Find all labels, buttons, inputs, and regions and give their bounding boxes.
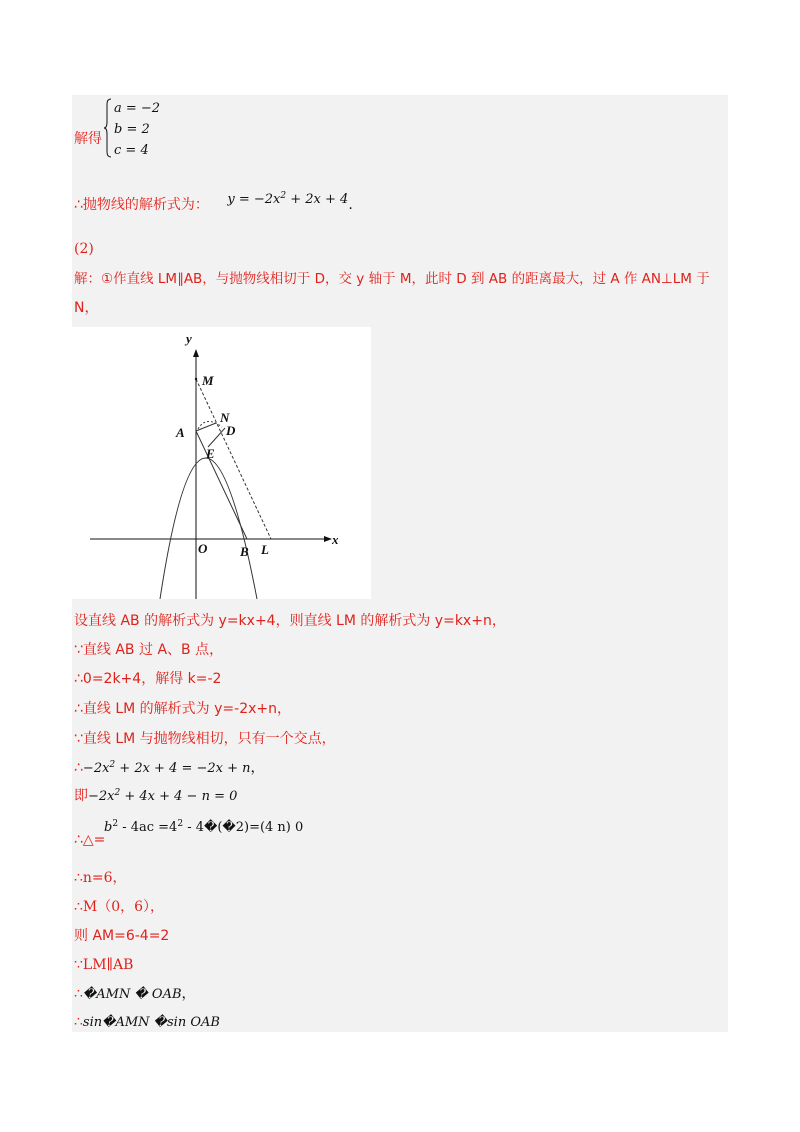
step-2: ∵直线 AB 过 A、B 点， (74, 642, 224, 658)
step-14 (74, 1013, 220, 1032)
label-n: N (220, 410, 230, 425)
step-7 (74, 787, 237, 806)
step-13 (74, 985, 196, 1004)
step-12: ∵LM∥AB (74, 957, 134, 973)
solve-label: 解得 (74, 131, 102, 147)
label-d: D (226, 423, 236, 438)
label-x: x (332, 532, 339, 547)
solve-line-c: c = 4 (114, 143, 149, 158)
label-o: O (198, 541, 208, 556)
parabola-diagram (72, 327, 371, 599)
geometry-figure (72, 327, 371, 599)
step-6-prefix: ∴ (74, 760, 83, 776)
parabola-line (74, 191, 353, 215)
step-8-b: - 4ac =4 (118, 820, 178, 835)
label-e: E (206, 446, 215, 461)
step-7-expr (88, 789, 237, 804)
intro-line-1: 解：①作直线 LM∥AB，与抛物线相切于 D，交 y 轴于 M，此时 D 到 AB 的距离最大，过 A 作 AN⊥LM 于 (74, 271, 710, 287)
step-6-b: + 2x + 4 = −2x + n (115, 761, 251, 776)
step-13-suffix: ， (181, 986, 196, 1002)
step-8-a: b (104, 820, 113, 835)
step-14-prefix: ∴ (74, 1014, 83, 1030)
step-1: 设直线 AB 的解析式为 y=kx+4，则直线 LM 的解析式为 y=kx+n， (74, 613, 506, 629)
left-brace-icon (104, 98, 112, 158)
step-7-exp: 2 (114, 788, 121, 798)
step-6-a: −2x (82, 761, 110, 776)
line-ab (196, 431, 247, 539)
step-7-prefix: 即 (74, 788, 88, 804)
step-3: ∴0=2k+4，解得 k=-2 (74, 671, 222, 687)
step-6 (74, 759, 265, 778)
x-axis-arrow-icon (324, 536, 332, 542)
label-a: A (176, 425, 185, 440)
step-7-b: + 4x + 4 − n = 0 (120, 789, 238, 804)
parabola-formula-exp: 2 (280, 191, 287, 201)
step-6-suffix: ， (250, 760, 265, 776)
parabola-formula (227, 192, 348, 207)
step-8-exp1: 2 (112, 819, 119, 829)
parabola-suffix: . (348, 197, 353, 213)
step-5: ∵直线 LM 与抛物线相切，只有一个交点， (74, 731, 336, 747)
step-4: ∴直线 LM 的解析式为 y=-2x+n， (74, 701, 291, 717)
solve-line-a: a = −2 (114, 101, 161, 116)
y-axis-arrow-icon (193, 349, 199, 357)
step-6-expr (83, 761, 251, 776)
intro-line-2: N， (74, 300, 99, 316)
point-m (195, 378, 197, 380)
segment-an (196, 423, 216, 431)
step-8-c: - 4�(�2)=(4 n) 0 (183, 820, 304, 835)
solve-line-b: b = 2 (114, 122, 150, 137)
step-9: ∴n=6， (74, 870, 127, 886)
step-8-exp2: 2 (177, 819, 184, 829)
label-m: M (202, 373, 214, 388)
label-l: L (261, 542, 269, 557)
step-14-expr: sin�AMN �sin OAB (82, 1015, 220, 1030)
part2-label: (2) (74, 241, 94, 257)
parabola-formula-y: y = −2x (227, 192, 281, 207)
label-y: y (186, 331, 192, 346)
step-8-label: ∴△= (74, 832, 106, 848)
label-b: B (240, 544, 249, 559)
parabola-formula-rest: + 2x + 4 (286, 192, 349, 207)
parabola-prefix: ∴抛物线的解析式为： (74, 197, 209, 213)
step-13-expr: �AMN � OAB (82, 987, 182, 1002)
step-6-exp: 2 (109, 760, 116, 770)
step-10: ∴M（0，6）， (74, 899, 165, 915)
segment-de (208, 428, 225, 447)
step-8-expr (104, 820, 303, 835)
step-13-prefix: ∴ (74, 986, 83, 1002)
step-11: 则 AM=6-4=2 (74, 928, 170, 944)
step-7-a: −2x (88, 789, 115, 804)
